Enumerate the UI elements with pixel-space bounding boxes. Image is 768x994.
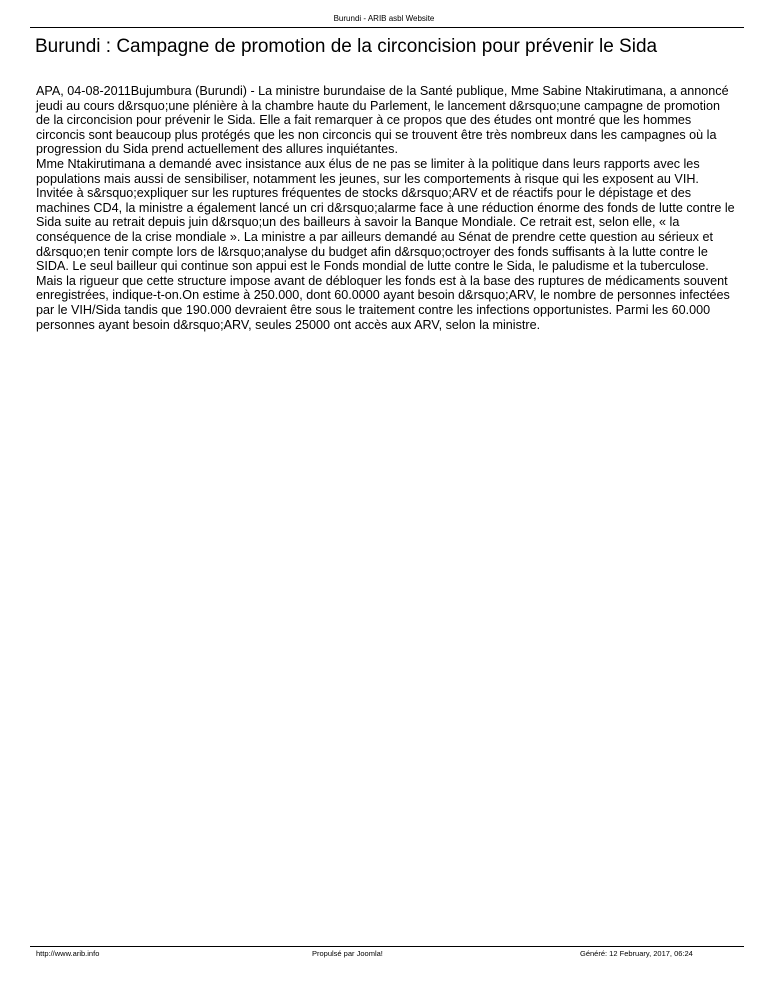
footer-divider (30, 946, 744, 947)
article-body (36, 84, 736, 332)
article-paragraph: Mme Ntakirutimana a demandé avec insistance aux élus de ne pas se limiter à la politique dans leurs rapports avec les populations mais aussi de sensibiliser, notamment les jeunes, sur les comportements à risque qui les exposent au VIH. Invitée à s&rsquo;expliquer sur les ruptures fréquentes de stocks d&rsquo;ARV et de réactifs pour le dépistage et des machines CD4, la ministre a également lancé un cri d&rsquo;alarme face à une réduction énorme des fonds de lutte contre le Sida suite au retrait depuis juin d&rsquo;un des bailleurs à savoir la Banque Mondiale. Ce retrait est, selon elle, « la conséquence de la crise mondiale ». La ministre a par ailleurs demandé au Sénat de prendre cette question au sérieux et d&rsquo;en tenir compte lors de l&rsquo;analyse du budget afin d&rsquo;octroyer des fonds suffisants à la lutte contre le SIDA. Le seul bailleur qui continue son appui est le Fonds mondial de lutte contre le Sida, le paludisme et la tuberculose. Mais la rigueur que cette structure impose avant de débloquer les fonds est à la base des ruptures de médicaments souvent enregistrées, indique-t-on.On estime à 250.000, dont 60.0000 ayant besoin d&rsquo;ARV, le nombre de personnes infectées par le VIH/Sida tandis que 190.000 devraient être sous le traitement contre les infections opportunistes. Parmi les 60.000 personnes ayant besoin d&rsquo;ARV, seules 25000 ont accès aux ARV, selon la ministre. (36, 156, 735, 332)
footer-generated-date: Généré: 12 February, 2017, 06:24 (580, 949, 693, 958)
article-title: Burundi : Campagne de promotion de la circoncision pour prévenir le Sida (35, 36, 658, 57)
footer-powered-by: Propulsé par Joomla! (312, 949, 383, 958)
footer-url-link[interactable]: http://www.arib.info (36, 949, 100, 958)
page-header-title: Burundi - ARIB asbl Website (333, 14, 435, 23)
header-divider (30, 27, 744, 28)
article-paragraph: APA, 04-08-2011Bujumbura (Burundi) - La ministre burundaise de la Santé publique, Mme Sabine Ntakirutimana, a annoncé jeudi au cours d&rsquo;une plénière à la chambre haute du Parlement, le lancement d&rsquo;une campagne de promotion de la circoncision pour prévenir le Sida. Elle a fait remarquer à ce propos que des études ont montré que les hommes circoncis sont beaucoup plus protégés que les non circoncis qui se trouvent être très nombreux dans les campagnes où la progression du Sida prend actuellement des allures inquiétantes. (36, 84, 729, 157)
